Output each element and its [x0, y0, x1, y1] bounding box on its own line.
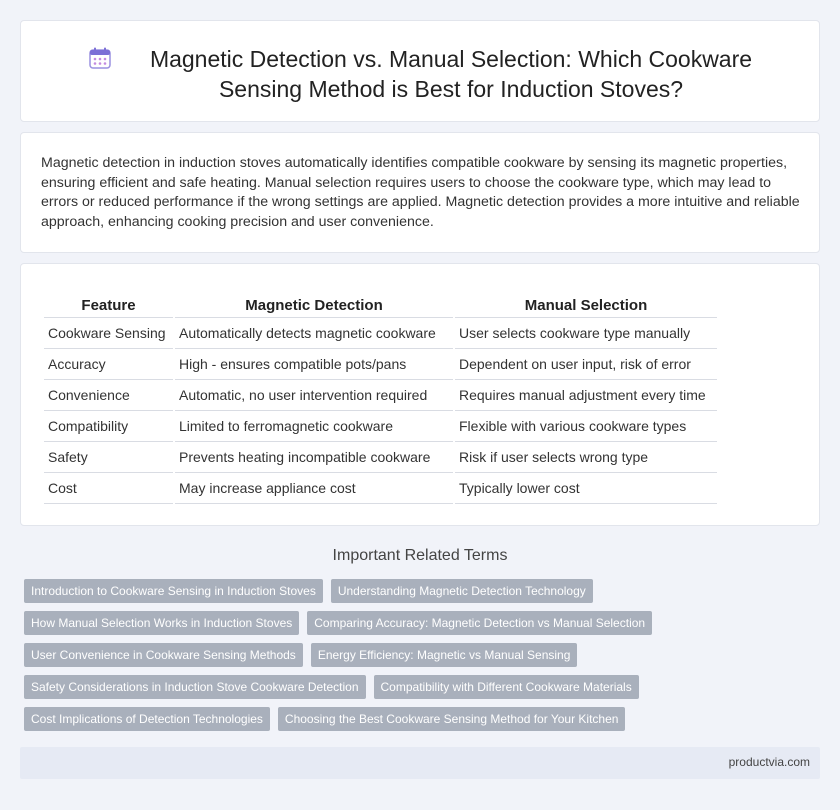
header-magnetic-detection: Magnetic Detection	[175, 294, 453, 318]
table-cell: High - ensures compatible pots/pans	[175, 349, 453, 380]
table-row	[44, 411, 717, 442]
table-cell: Accuracy	[44, 349, 173, 380]
table-row	[44, 349, 717, 380]
related-term-link[interactable]: Safety Considerations in Induction Stove Cookware Detection	[24, 675, 366, 699]
table-cell: User selects cookware type manually	[455, 318, 717, 349]
table-cell: Limited to ferromagnetic cookware	[175, 411, 453, 442]
tag-row	[24, 611, 824, 635]
table-cell: Requires manual adjustment every time	[455, 380, 717, 411]
table-cell: Prevents heating incompatible cookware	[175, 442, 453, 473]
comparison-table-card	[20, 263, 820, 526]
tag-row	[24, 579, 824, 603]
site-link[interactable]: productvia.com	[728, 755, 810, 769]
comparison-table	[42, 294, 719, 504]
related-term-link[interactable]: Introduction to Cookware Sensing in Induction Stoves	[24, 579, 323, 603]
footer	[20, 747, 820, 779]
related-terms-heading: Important Related Terms	[332, 547, 508, 564]
header-feature: Feature	[44, 294, 173, 318]
table-cell: Automatically detects magnetic cookware	[175, 318, 453, 349]
related-term-link[interactable]: Cost Implications of Detection Technologies	[24, 707, 270, 731]
intro-card	[20, 132, 820, 253]
table-cell: Cost	[44, 473, 173, 504]
intro-paragraph: Magnetic detection in induction stoves automatically identifies compatible cookware by sensing its magnetic properties, ensuring efficient and safe heating. Manual selection requires users to choose the cookware type, which may lead to errors or reduced performance if the wrong settings are applied. Magnetic detection provides a more intuitive and reliable approach, enhancing cooking precision and user convenience.	[41, 155, 800, 230]
table-row	[44, 473, 717, 504]
related-terms-list	[24, 579, 824, 739]
table-cell: Dependent on user input, risk of error	[455, 349, 717, 380]
related-term-link[interactable]: Compatibility with Different Cookware Materials	[374, 675, 639, 699]
tag-row	[24, 675, 824, 699]
table-row	[44, 380, 717, 411]
table-row	[44, 442, 717, 473]
related-term-link[interactable]: Choosing the Best Cookware Sensing Method for Your Kitchen	[278, 707, 626, 731]
table-cell: Cookware Sensing	[44, 318, 173, 349]
table-cell: Flexible with various cookware types	[455, 411, 717, 442]
table-cell: Safety	[44, 442, 173, 473]
tag-row	[24, 643, 824, 667]
related-term-link[interactable]: Understanding Magnetic Detection Technology	[331, 579, 593, 603]
table-cell: May increase appliance cost	[175, 473, 453, 504]
page-title: Magnetic Detection vs. Manual Selection: Which Cookware Sensing Method is Best for Induction Stoves?	[149, 46, 753, 102]
related-term-link[interactable]: How Manual Selection Works in Induction Stoves	[24, 611, 299, 635]
title-card	[20, 20, 820, 122]
tag-row	[24, 707, 824, 731]
table-header-row	[44, 294, 717, 318]
related-term-link[interactable]: Comparing Accuracy: Magnetic Detection vs Manual Selection	[307, 611, 652, 635]
related-term-link[interactable]: Energy Efficiency: Magnetic vs Manual Sensing	[311, 643, 578, 667]
calendar-icon	[89, 47, 111, 69]
header-manual-selection: Manual Selection	[455, 294, 717, 318]
table-row	[44, 318, 717, 349]
table-cell: Automatic, no user intervention required	[175, 380, 453, 411]
table-cell: Typically lower cost	[455, 473, 717, 504]
related-term-link[interactable]: User Convenience in Cookware Sensing Methods	[24, 643, 303, 667]
table-cell: Risk if user selects wrong type	[455, 442, 717, 473]
table-cell: Compatibility	[44, 411, 173, 442]
table-cell: Convenience	[44, 380, 173, 411]
